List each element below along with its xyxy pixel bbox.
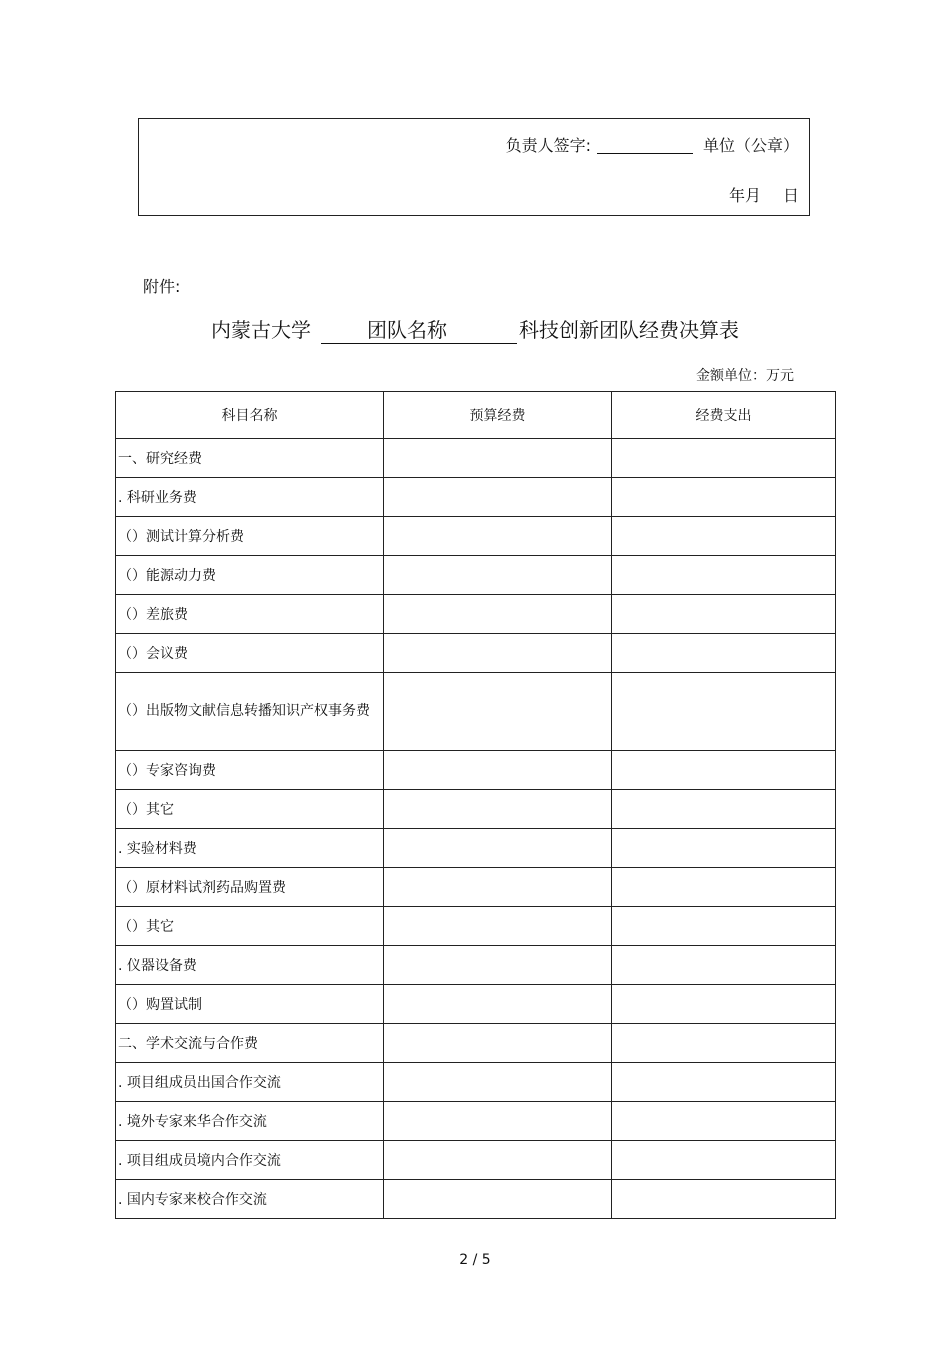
page-title <box>0 314 950 344</box>
subject-cell: （）其它 <box>116 907 384 946</box>
budget-cell[interactable] <box>384 790 612 829</box>
table-row <box>116 517 836 556</box>
table-row <box>116 439 836 478</box>
budget-table <box>115 391 836 1219</box>
expense-cell[interactable] <box>612 1180 836 1219</box>
expense-cell[interactable] <box>612 439 836 478</box>
table-header-row <box>116 392 836 439</box>
budget-cell[interactable] <box>384 985 612 1024</box>
subject-cell: . 项目组成员境内合作交流 <box>116 1141 384 1180</box>
page-number: 2 / 5 <box>459 1252 491 1268</box>
budget-cell[interactable] <box>384 673 612 751</box>
signature-line <box>506 133 799 156</box>
title-prefix: 内蒙古大学 <box>211 318 311 342</box>
subject-cell: （）测试计算分析费 <box>116 517 384 556</box>
budget-cell[interactable] <box>384 439 612 478</box>
day-label: 日 <box>782 186 799 205</box>
subject-cell: . 科研业务费 <box>116 478 384 517</box>
table-row <box>116 1102 836 1141</box>
table-row <box>116 985 836 1024</box>
table-row <box>116 595 836 634</box>
team-name-blank[interactable]: 团队名称 <box>321 314 517 344</box>
budget-cell[interactable] <box>384 1102 612 1141</box>
budget-cell[interactable] <box>384 634 612 673</box>
subject-cell: （）差旅费 <box>116 595 384 634</box>
expense-cell[interactable] <box>612 829 836 868</box>
expense-cell[interactable] <box>612 1024 836 1063</box>
budget-cell[interactable] <box>384 946 612 985</box>
table-row <box>116 1024 836 1063</box>
expense-cell[interactable] <box>612 790 836 829</box>
expense-cell[interactable] <box>612 1141 836 1180</box>
budget-cell[interactable] <box>384 1024 612 1063</box>
budget-cell[interactable] <box>384 556 612 595</box>
table-row <box>116 946 836 985</box>
budget-cell[interactable] <box>384 1063 612 1102</box>
table-row <box>116 790 836 829</box>
budget-cell[interactable] <box>384 868 612 907</box>
budget-cell[interactable] <box>384 829 612 868</box>
expense-cell[interactable] <box>612 1102 836 1141</box>
subject-cell: （）能源动力费 <box>116 556 384 595</box>
expense-cell[interactable] <box>612 595 836 634</box>
table-row <box>116 673 836 751</box>
expense-cell[interactable] <box>612 1063 836 1102</box>
subject-cell: （）会议费 <box>116 634 384 673</box>
table-row <box>116 868 836 907</box>
title-suffix: 科技创新团队经费决算表 <box>519 318 739 342</box>
expense-cell[interactable] <box>612 907 836 946</box>
signature-box <box>138 118 810 216</box>
budget-cell[interactable] <box>384 517 612 556</box>
subject-cell: . 国内专家来校合作交流 <box>116 1180 384 1219</box>
expense-cell[interactable] <box>612 751 836 790</box>
subject-cell: . 实验材料费 <box>116 829 384 868</box>
subject-cell: （）出版物文献信息转播知识产权事务费 <box>116 673 384 751</box>
unit-stamp-label: 单位（公章） <box>702 136 799 155</box>
table-row <box>116 1180 836 1219</box>
table-row <box>116 1141 836 1180</box>
budget-cell[interactable] <box>384 478 612 517</box>
expense-cell[interactable] <box>612 556 836 595</box>
subject-cell: （）购置试制 <box>116 985 384 1024</box>
expense-cell[interactable] <box>612 868 836 907</box>
budget-cell[interactable] <box>384 1141 612 1180</box>
year-month-label: 年月 <box>728 186 761 205</box>
subject-cell: . 仪器设备费 <box>116 946 384 985</box>
header-subject: 科目名称 <box>116 392 384 439</box>
subject-cell: . 项目组成员出国合作交流 <box>116 1063 384 1102</box>
budget-cell[interactable] <box>384 751 612 790</box>
subject-cell: （）专家咨询费 <box>116 751 384 790</box>
expense-cell[interactable] <box>612 478 836 517</box>
date-line <box>729 183 799 206</box>
subject-cell: . 境外专家来华合作交流 <box>116 1102 384 1141</box>
table-row <box>116 907 836 946</box>
subject-cell: （）原材料试剂药品购置费 <box>116 868 384 907</box>
header-expense: 经费支出 <box>612 392 836 439</box>
signature-label: 负责人签字: <box>505 136 591 155</box>
amount-unit: 金额单位：万元 <box>696 368 794 384</box>
subject-cell: 二、学术交流与合作费 <box>116 1024 384 1063</box>
table-row <box>116 478 836 517</box>
expense-cell[interactable] <box>612 634 836 673</box>
expense-cell[interactable] <box>612 673 836 751</box>
signature-blank[interactable] <box>597 135 693 154</box>
table-row <box>116 751 836 790</box>
expense-cell[interactable] <box>612 517 836 556</box>
table-row <box>116 1063 836 1102</box>
budget-cell[interactable] <box>384 595 612 634</box>
table-row <box>116 634 836 673</box>
table-row <box>116 556 836 595</box>
expense-cell[interactable] <box>612 946 836 985</box>
attachment-label: 附件: <box>143 277 181 296</box>
header-budget: 预算经费 <box>384 392 612 439</box>
expense-cell[interactable] <box>612 985 836 1024</box>
budget-cell[interactable] <box>384 1180 612 1219</box>
budget-cell[interactable] <box>384 907 612 946</box>
table-row <box>116 829 836 868</box>
subject-cell: （）其它 <box>116 790 384 829</box>
subject-cell: 一、研究经费 <box>116 439 384 478</box>
